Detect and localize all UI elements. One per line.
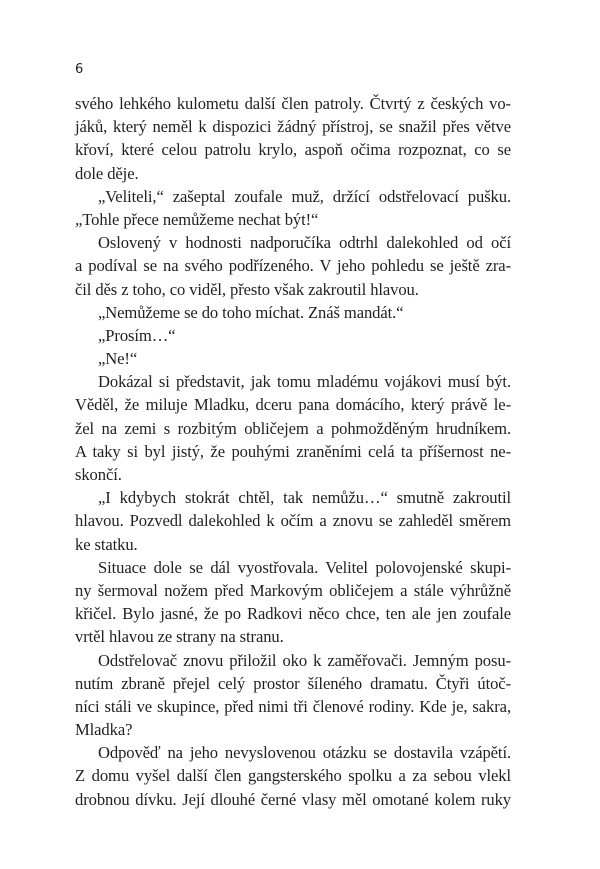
text-line: nutím zbraně přejel celý prostor šíleného dramatu. Čtyři útoč-: [75, 673, 511, 693]
text-line: ny šermoval nožem před Markovým obličejem a stále výhrůžně: [75, 580, 511, 600]
text-line: čil děs z toho, co viděl, přesto však zakroutil hlavou.: [75, 279, 419, 299]
text-line: Odstřelovač znovu přiložil oko k zaměřovači. Jemným posu-: [98, 650, 511, 670]
text-line: Z domu vyšel další člen gangsterského spolku a za sebou vlekl: [75, 766, 511, 786]
body-text: [75, 92, 511, 811]
text-line: „Ne!“: [98, 349, 138, 369]
text-line: „Nemůžeme se do toho míchat. Znáš mandát.“: [98, 302, 404, 322]
text-line: žel na zemi s rozbitým obličejem a pohmožděným hrudníkem.: [75, 418, 511, 438]
text-line: křičel. Bylo jasné, že po Radkovi něco chce, ten ale jen zoufale: [75, 604, 511, 624]
text-line: „Tohle přece nemůžeme nechat být!“: [75, 209, 319, 229]
text-line: „Veliteli,“ zašeptal zoufale muž, držící odstřelovací pušku.: [98, 186, 511, 206]
text-line: svého lehkého kulometu další člen patroly. Čtvrtý z českých vo-: [75, 94, 511, 113]
text-line: dole děje.: [75, 163, 139, 183]
text-line: skončí.: [75, 465, 122, 484]
text-line: Dokázal si představit, jak tomu mladému vojákovi musí být.: [98, 372, 511, 392]
text-line: vrtěl hlavou ze strany na stranu.: [75, 627, 284, 647]
text-line: křoví, které celou patrolu krylo, aspoň očima rozpoznat, co se: [75, 140, 511, 160]
text-line: ke statku.: [75, 534, 138, 554]
page-number: 6: [75, 62, 84, 77]
text-line: drobnou dívku. Její dlouhé černé vlasy měl omotané kolem ruky: [75, 789, 511, 809]
text-line: Odpověď na jeho nevyslovenou otázku se dostavila vzápětí.: [98, 743, 511, 763]
text-line: hlavou. Pozvedl dalekohled k očím a znovu se zahleděl směrem: [75, 511, 511, 531]
text-line: Věděl, že miluje Mladku, dceru pana domácího, který právě le-: [75, 395, 511, 415]
text-line: a podíval se na svého podřízeného. V jeho pohledu se ještě zra-: [75, 256, 511, 276]
text-line: jáků, který neměl k dispozici žádný přístroj, se snažil přes větve: [75, 117, 511, 137]
text-line: „I kdybych stokrát chtěl, tak nemůžu…“ smutně zakroutil: [98, 488, 511, 508]
text-line: Oslovený v hodnosti nadporučíka odtrhl dalekohled od očí: [98, 233, 511, 253]
text-line: níci stáli ve skupince, před nimi tři členové rodiny. Kde je, sakra,: [75, 696, 511, 716]
text-line: A taky si byl jistý, že pouhými zraněními celá ta příšernost ne-: [75, 441, 511, 461]
text-line: „Prosím…“: [98, 325, 176, 345]
text-line: Mladka?: [75, 720, 133, 740]
text-line: Situace dole se dál vyostřovala. Velitel polovojenské skupi-: [98, 557, 511, 577]
